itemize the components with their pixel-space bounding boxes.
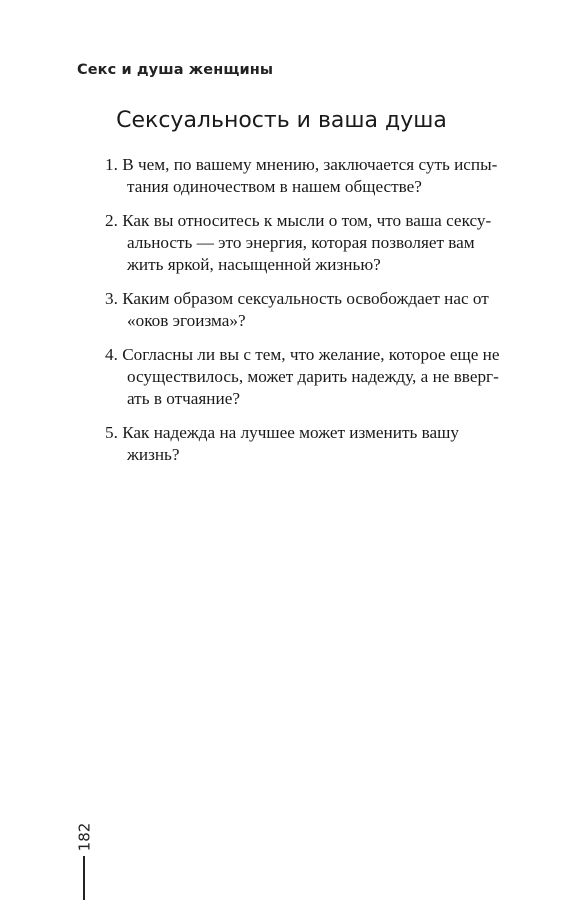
question-2-line-3: жить яркой, насыщенной жизнью? xyxy=(127,255,381,274)
page-edge-rule xyxy=(83,856,85,900)
question-5-line-1: 5. Как надежда на лучшее может изменить вашу xyxy=(105,423,459,442)
question-2 xyxy=(105,210,505,276)
question-1 xyxy=(105,154,505,198)
question-3-line-2: «оков эгоизма»? xyxy=(127,311,246,330)
question-4-line-1: 4. Согласны ли вы с тем, что желание, которое еще не xyxy=(105,345,500,364)
section-title: Сексуальность и ваша душа xyxy=(116,108,447,133)
question-4-line-3: ать в отчаяние? xyxy=(127,389,240,408)
question-3-line-1: 3. Каким образом сексуальность освобождает нас от xyxy=(105,289,489,308)
question-5 xyxy=(105,422,505,466)
question-4 xyxy=(105,344,505,410)
question-1-line-1: 1. В чем, по вашему мнению, заключается суть испы- xyxy=(105,155,498,174)
question-4-line-2: осуществилось, может дарить надежду, а не вверг- xyxy=(127,367,499,386)
question-2-line-1: 2. Как вы относитесь к мысли о том, что ваша сексу- xyxy=(105,211,492,230)
question-5-line-2: жизнь? xyxy=(127,445,180,464)
question-2-line-2: альность — это энергия, которая позволяет вам xyxy=(127,233,475,252)
page-number-text: 182 xyxy=(75,822,94,852)
question-list xyxy=(105,154,505,478)
question-3 xyxy=(105,288,505,332)
question-1-line-2: тания одиночеством в нашем обществе? xyxy=(127,177,422,196)
running-header: Секс и душа женщины xyxy=(77,62,274,78)
page-number xyxy=(73,820,95,854)
